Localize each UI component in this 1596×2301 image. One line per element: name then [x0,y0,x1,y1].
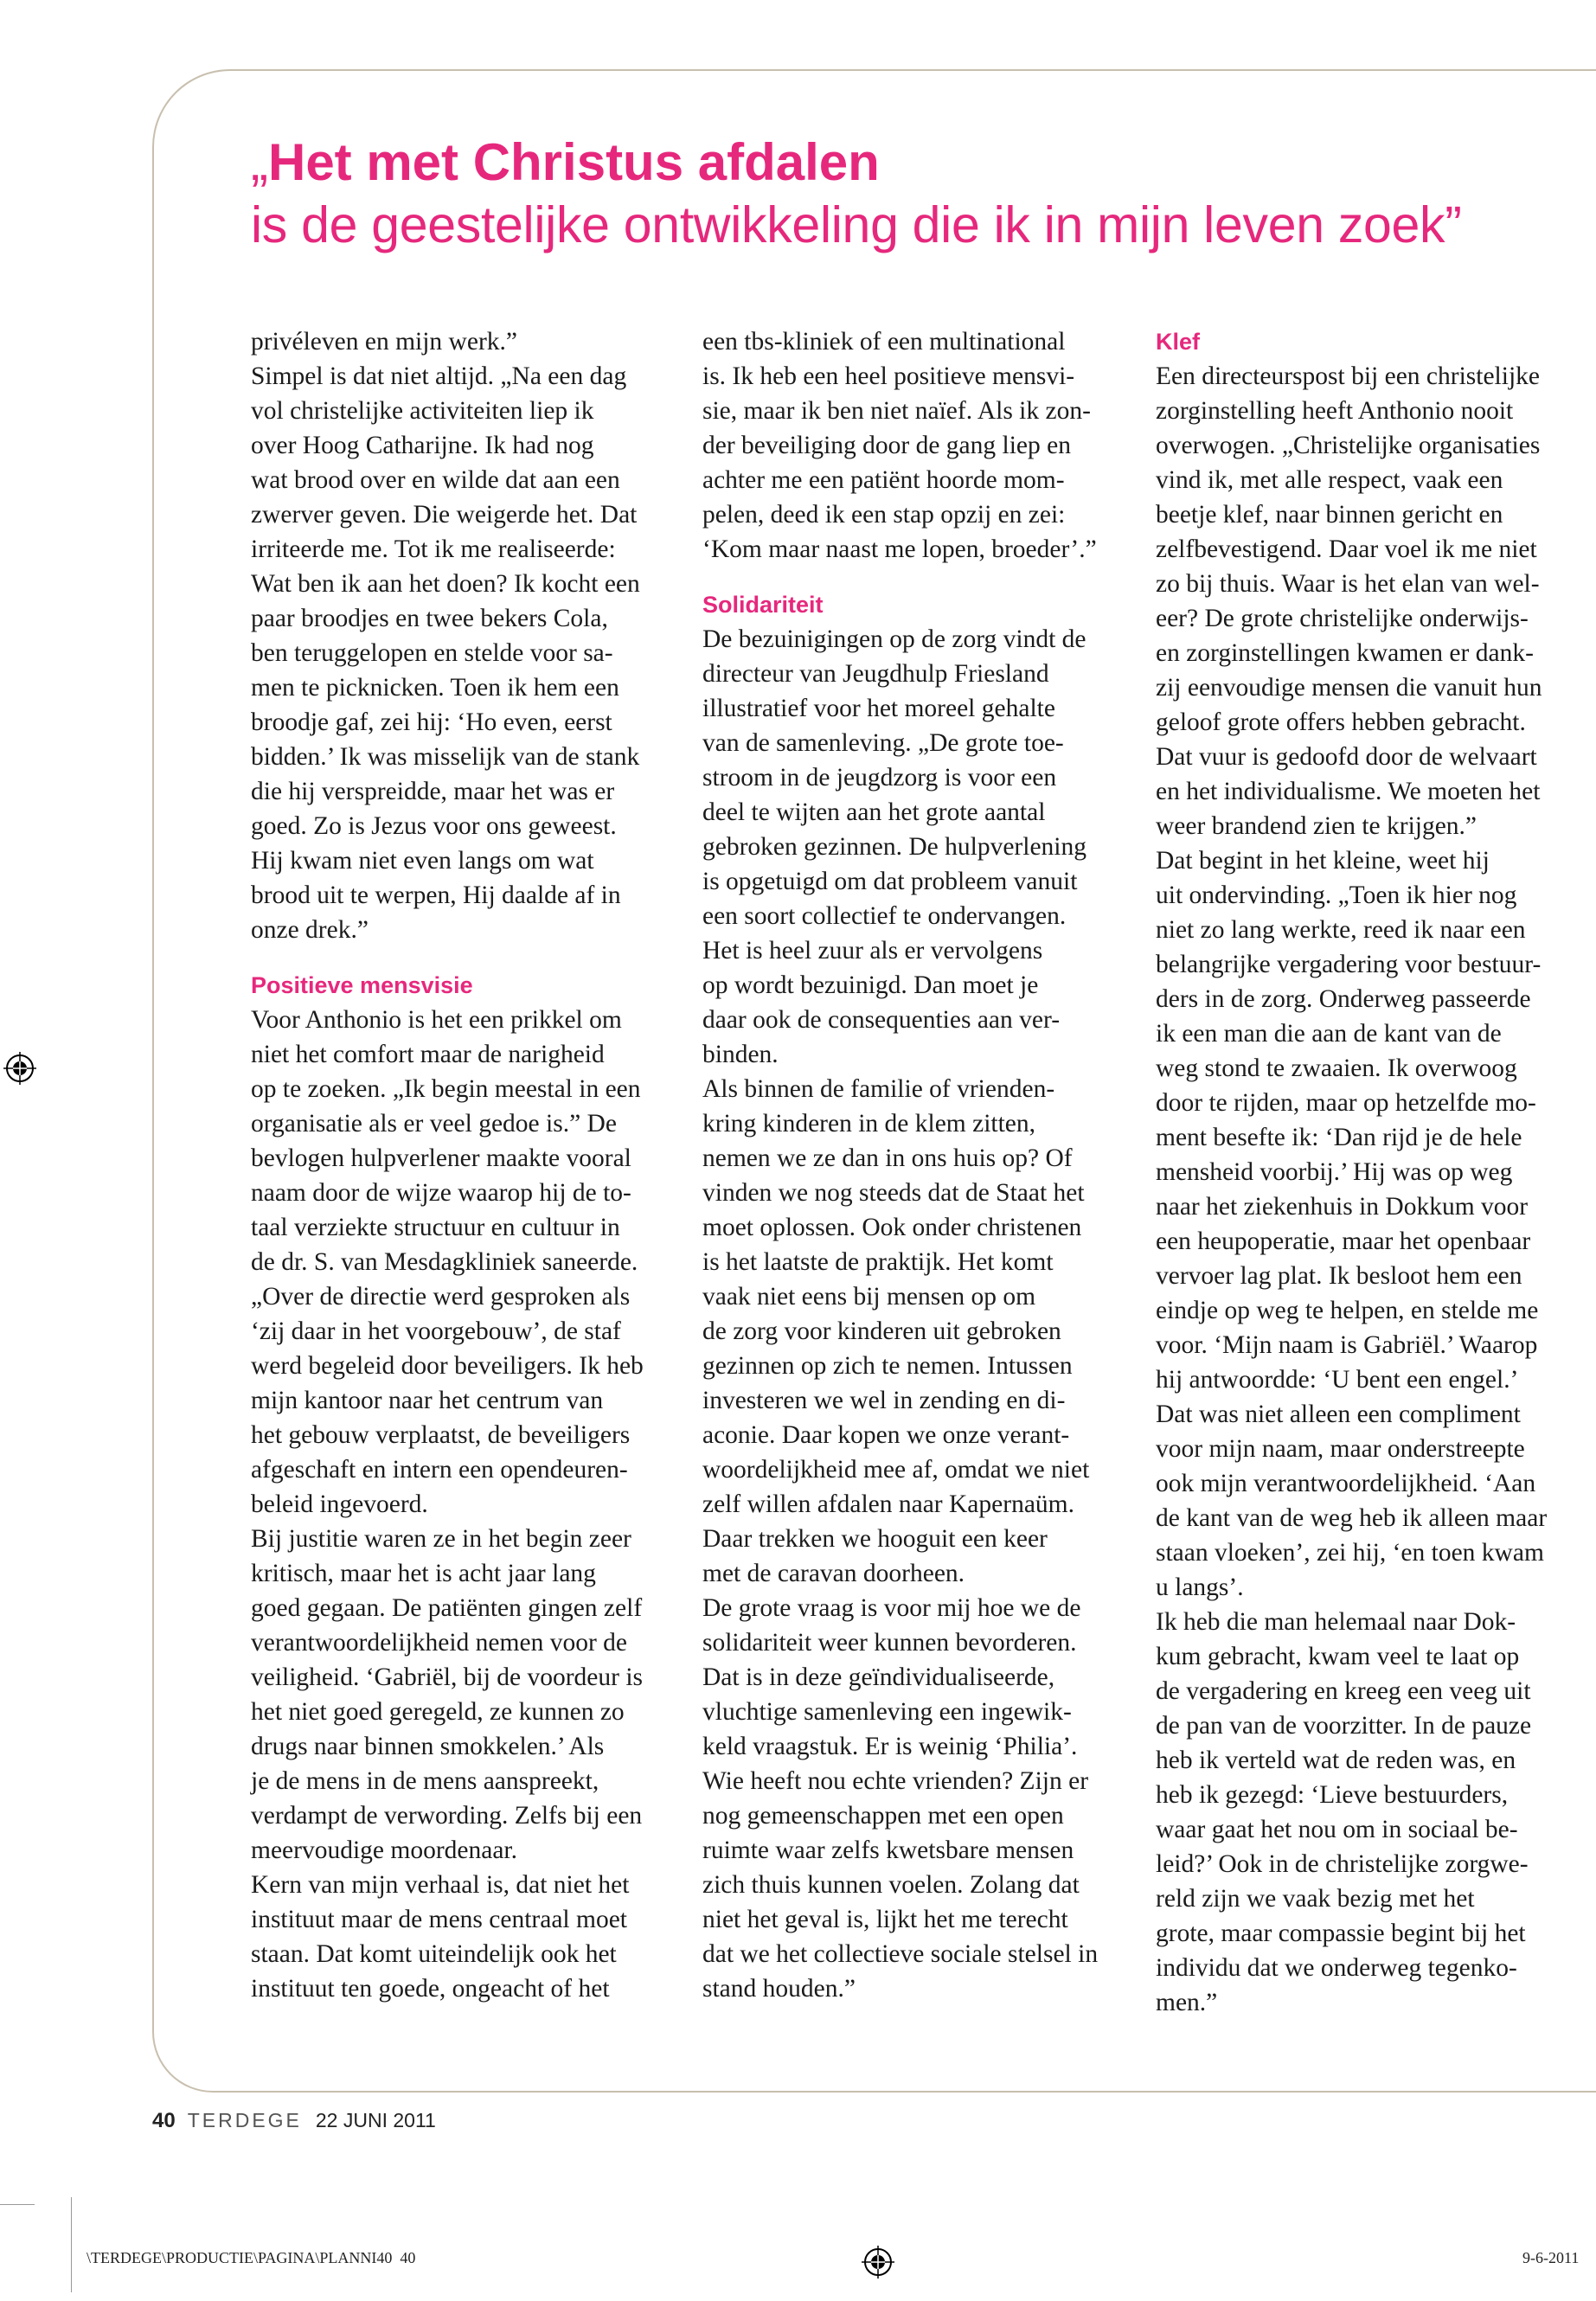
text-line: belangrijke vergadering voor bestuur- [1156,951,1542,978]
text-line: werd begeleid door beveiligers. Ik heb [251,1352,644,1380]
text-line: goed. Zo is Jezus voor ons geweest. [251,812,617,840]
text-line: Kern van mijn verhaal is, dat niet het [251,1871,630,1899]
text-line: directeur van Jeugdhulp Friesland [702,660,1049,688]
text-line: kritisch, maar het is acht jaar lang [251,1560,596,1587]
slug-date: 9-6-2011 [1522,2249,1580,2266]
page-footer [152,2109,436,2133]
text-line: ‘Kom maar naast me lopen, broeder’.” [702,535,1097,563]
text-line: bevlogen hulpverlener maakte vooral [251,1144,631,1172]
text-line: veiligheid. ‘Gabriël, bij de voordeur is [251,1663,644,1691]
text-line: vinden we nog steeds dat de Staat het [702,1179,1085,1207]
headline [251,131,1548,256]
text-line: vluchtige samenleving een ingewik- [702,1698,1072,1726]
text-line: nemen we ze dan in ons huis op? Of [702,1144,1073,1172]
text-line: is het laatste de praktijk. Het komt [702,1248,1054,1276]
column-2 [702,324,1126,2006]
text-line: Dat begint in het kleine, weet hij [1156,847,1490,875]
text-line: Als binnen de familie of vrienden- [702,1075,1055,1103]
text-line: staan. Dat komt uiteindelijk ook het [251,1940,617,1968]
text-line: zelfbevestigend. Daar voel ik me niet [1156,535,1537,563]
text-line: niet het geval is, lijkt het me terecht [702,1906,1068,1933]
text-line: men te picknicken. Toen ik hem een [251,674,619,702]
text-line: de dr. S. van Mesdagkliniek saneerde. [251,1248,638,1276]
text-line: over Hoog Catharijne. Ik had nog [251,432,594,459]
text-line: de zorg voor kinderen uit gebroken [702,1317,1061,1345]
text-line: zwerver geven. Die weigerde het. Dat [251,501,638,529]
text-line: en het individualisme. We moeten het [1156,778,1541,805]
text-line: „Over de directie werd gesproken als [251,1283,631,1311]
crop-mark-vertical [71,2197,72,2292]
column-3 [1156,324,1580,2020]
headline-line-1 [251,131,1548,194]
text-line: heb ik gezegd: ‘Lieve bestuurders, [1156,1781,1509,1809]
magazine-name: TERDEGE [187,2109,302,2131]
text-line: vaak niet eens bij mensen op om [702,1283,1036,1311]
text-line: zo bij thuis. Waar is het elan van wel- [1156,570,1540,598]
text-line: heb ik verteld wat de reden was, en [1156,1747,1516,1774]
issue-date: 22 JUNI 2011 [315,2109,436,2131]
text-line: zorginstelling heeft Anthonio nooit [1156,397,1514,425]
text-line: sie, maar ik ben niet naïef. Als ik zon- [702,397,1091,425]
text-line: onze drek.” [251,916,369,944]
text-line: de pan van de voorzitter. In de pauze [1156,1712,1532,1740]
text-line: vind ik, met alle respect, vaak een [1156,466,1503,494]
text-line: keld vraagstuk. Er is weinig ‘Philia’. [702,1733,1078,1760]
text-line: zich thuis kunnen voelen. Zolang dat [702,1871,1080,1899]
text-line: uit ondervinding. „Toen ik hier nog [1156,881,1517,909]
text-line: is opgetuigd om dat probleem vanuit [702,868,1078,895]
text-line: stand houden.” [702,1975,856,2003]
text-line: Het is heel zuur als er vervolgens [702,937,1043,965]
text-line: Een directeurspost bij een christelijke [1156,362,1540,390]
text-line: bidden.’ Ik was misselijk van de stank [251,743,640,771]
text-line: gezinnen op zich te nemen. Intussen [702,1352,1073,1380]
text-line: is. Ik heb een heel positieve mensvi- [702,362,1075,390]
text-line: weg stond te zwaaien. Ik overwoog [1156,1054,1517,1082]
text-line: reld zijn we vaak bezig met het [1156,1885,1475,1913]
headline-line-2: is de geestelijke ontwikkeling die ik in mijn leven zoek” [251,196,1462,253]
text-line: u langs’. [1156,1574,1244,1601]
text-line: deel te wijten aan het grote aantal [702,798,1046,826]
text-line: van de samenleving. „De grote toe- [702,729,1064,757]
text-line: eer? De grote christelijke onderwijs- [1156,605,1529,632]
text-line: en zorginstellingen kwamen er dank- [1156,639,1534,667]
text-line: wat brood over en wilde dat aan een [251,466,620,494]
text-line: naam door de wijze waarop hij de to- [251,1179,631,1207]
text-line: ment besefte ik: ‘Dan rijd je de hele [1156,1124,1522,1151]
text-line: afgeschaft en intern een opendeuren- [251,1456,628,1484]
text-line: taal verziekte structuur en cultuur in [251,1214,620,1241]
text-line: op te zoeken. „Ik begin meestal in een [251,1075,641,1103]
print-slug [87,2249,415,2267]
paragraph-gap [251,947,675,968]
registration-mark-icon [862,2246,894,2279]
headline-open-quote: „ [251,133,268,191]
text-line: meervoudige moordenaar. [251,1836,517,1864]
text-line: ‘zij daar in het voorgebouw’, de staf [251,1317,621,1345]
section-heading: Klef [1156,329,1201,355]
text-line: irriteerde me. Tot ik me realiseerde: [251,535,616,563]
text-line: drugs naar binnen smokkelen.’ Als [251,1733,605,1760]
text-line: op wordt bezuinigd. Dan moet je [702,971,1039,999]
text-line: vervoer lag plat. Ik besloot hem een [1156,1262,1522,1290]
text-line: broodje gaf, zei hij: ‘Ho even, eerst [251,708,612,736]
text-line: die hij verspreidde, maar het was er [251,778,615,805]
slug-page: 40 [400,2249,416,2266]
text-line: gebroken gezinnen. De hulpverlening [702,833,1086,861]
text-line: privéleven en mijn werk.” [251,328,517,356]
text-line: solidariteit weer kunnen bevorderen. [702,1629,1077,1657]
text-line: overwogen. „Christelijke organisaties [1156,432,1541,459]
text-line: de kant van de weg heb ik alleen maar [1156,1504,1548,1532]
text-line: staan vloeken’, zei hij, ‘en toen kwam [1156,1539,1544,1567]
text-line: daar ook de consequenties aan ver- [702,1006,1061,1034]
text-line: Voor Anthonio is het een prikkel om [251,1006,622,1034]
text-line: instituut ten goede, ongeacht of het [251,1975,610,2003]
text-line: Dat is in deze geïndividualiseerde, [702,1663,1055,1691]
text-line: dat we het collectieve sociale stelsel in [702,1940,1099,1968]
slug-path: \TERDEGE\PRODUCTIE\PAGINA\PLANNI40 [87,2249,393,2266]
text-line: een tbs-kliniek of een multinational [702,328,1066,356]
text-line: beetje klef, naar binnen gericht en [1156,501,1503,529]
page-number: 40 [152,2109,176,2132]
paragraph-gap [702,567,1126,587]
text-line: pelen, deed ik een stap opzij en zei: [702,501,1066,529]
text-line: brood uit te werpen, Hij daalde af in [251,881,621,909]
section-heading: Positieve mensvisie [251,972,473,998]
text-line: binden. [702,1041,779,1068]
text-line: individu dat we onderweg tegenko- [1156,1954,1517,1982]
text-line: naar het ziekenhuis in Dokkum voor [1156,1193,1529,1221]
section-heading: Solidariteit [702,592,824,618]
text-line: men.” [1156,1989,1218,2016]
text-line: de vergadering en kreeg een veeg uit [1156,1677,1531,1705]
text-line: verantwoordelijkheid nemen voor de [251,1629,627,1657]
text-line: kring kinderen in de klem zitten, [702,1110,1036,1138]
text-line: Wie heeft nou echte vrienden? Zijn er [702,1767,1089,1795]
text-line: zelf willen afdalen naar Kapernaüm. [702,1490,1074,1518]
text-line: eindje op weg te helpen, en stelde me [1156,1297,1539,1324]
text-line: beleid ingevoerd. [251,1490,428,1518]
text-line: kum gebracht, kwam veel te laat op [1156,1643,1520,1670]
text-line: leid?’ Ook in de christelijke zorgwe- [1156,1850,1529,1878]
text-line: Dat vuur is gedoofd door de welvaart [1156,743,1537,771]
text-line: nog gemeenschappen met een open [702,1802,1064,1830]
text-line: Ik heb die man helemaal naar Dok- [1156,1608,1516,1636]
text-line: ook mijn verantwoordelijkheid. ‘Aan [1156,1470,1536,1497]
text-line: stroom in de jeugdzorg is voor een [702,764,1057,792]
text-line: waar gaat het nou om in sociaal be- [1156,1816,1518,1843]
text-line: illustratief voor het moreel gehalte [702,695,1055,722]
registration-mark-icon [3,1052,36,1085]
column-1 [251,324,675,2006]
text-line: niet zo lang werkte, reed ik naar een [1156,916,1526,944]
text-line: ders in de zorg. Onderweg passeerde [1156,985,1531,1013]
text-line: een soort collectief te ondervangen. [702,902,1067,930]
text-line: weer brandend zien te krijgen.” [1156,812,1477,840]
text-line: een heupoperatie, maar het openbaar [1156,1227,1531,1255]
text-line: achter me een patiënt hoorde mom- [702,466,1065,494]
text-line: ruimte waar zelfs kwetsbare mensen [702,1836,1074,1864]
text-line: woordelijkheid mee af, omdat we niet [702,1456,1090,1484]
text-line: goed gegaan. De patiënten gingen zelf [251,1594,643,1622]
text-line: je de mens in de mens aanspreekt, [251,1767,599,1795]
text-line: het gebouw verplaatst, de beveiligers [251,1421,631,1449]
text-line: vol christelijke activiteiten liep ik [251,397,594,425]
text-line: Wat ben ik aan het doen? Ik kocht een [251,570,640,598]
text-line: zij eenvoudige mensen die vanuit hun [1156,674,1542,702]
text-line: aconie. Daar kopen we onze verant- [702,1421,1070,1449]
text-line: hij antwoordde: ‘U bent een engel.’ [1156,1366,1519,1394]
text-line: Dat was niet alleen een compliment [1156,1400,1521,1428]
text-line: paar broodjes en twee bekers Cola, [251,605,608,632]
text-line: instituut maar de mens centraal moet [251,1906,627,1933]
text-line: verdampt de verwording. Zelfs bij een [251,1802,643,1830]
text-line: organisatie als er veel gedoe is.” De [251,1110,617,1138]
text-line: grote, maar compassie begint bij het [1156,1920,1526,1947]
text-line: De grote vraag is voor mij hoe we de [702,1594,1081,1622]
text-line: moet oplossen. Ook onder christenen [702,1214,1082,1241]
text-line: Simpel is dat niet altijd. „Na een dag [251,362,627,390]
headline-line-1-text: Het met Christus afdalen [267,133,880,191]
text-line: Hij kwam niet even langs om wat [251,847,594,875]
text-line: niet het comfort maar de narigheid [251,1041,605,1068]
text-line: met de caravan doorheen. [702,1560,965,1587]
text-line: voor. ‘Mijn naam is Gabriël.’ Waarop [1156,1331,1538,1359]
text-line: het niet goed geregeld, ze kunnen zo [251,1698,625,1726]
text-line: ik een man die aan de kant van de [1156,1020,1502,1048]
text-line: door te rijden, maar op hetzelfde mo- [1156,1089,1536,1117]
text-line: investeren we wel in zending en di- [702,1387,1066,1414]
text-line: Daar trekken we hooguit een keer [702,1525,1048,1553]
text-line: Bij justitie waren ze in het begin zeer [251,1525,631,1553]
text-line: voor mijn naam, maar onderstreepte [1156,1435,1525,1463]
text-line: mijn kantoor naar het centrum van [251,1387,604,1414]
text-line: De bezuinigingen op de zorg vindt de [702,625,1086,653]
text-line: der beveiliging door de gang liep en [702,432,1071,459]
crop-mark-horizontal [0,2204,35,2205]
text-line: geloof grote offers hebben gebracht. [1156,708,1526,736]
text-line: ben teruggelopen en stelde voor sa- [251,639,613,667]
text-line: mensheid voorbij.’ Hij was op weg [1156,1158,1513,1186]
